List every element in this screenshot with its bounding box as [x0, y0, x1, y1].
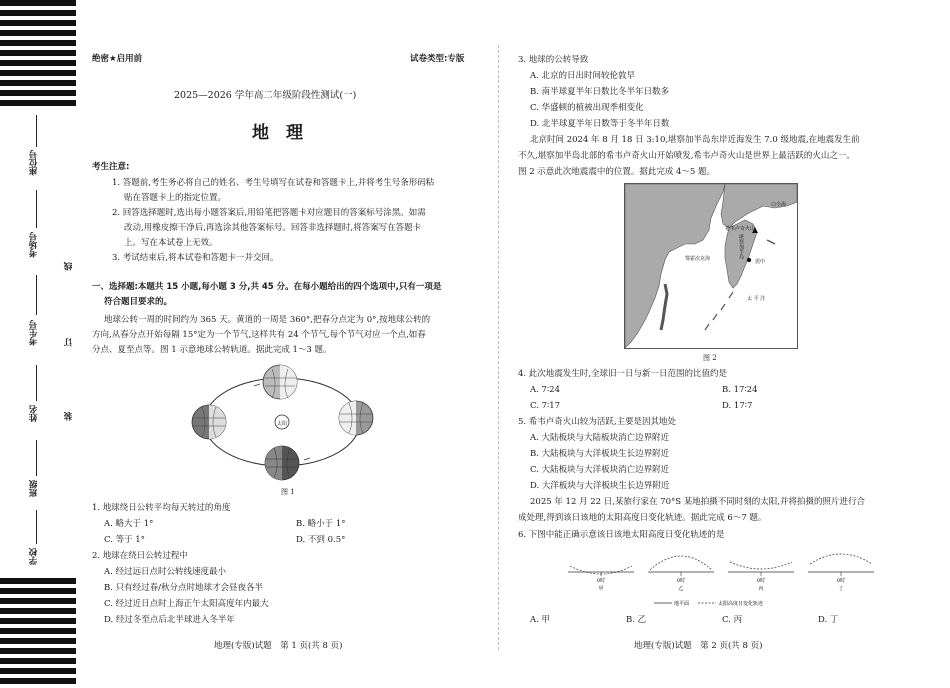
- panel-jia: [568, 566, 634, 592]
- option-b: B. 大陆板块与大洋板块生长边界附近: [530, 449, 670, 459]
- option-b: B. 略小于 1°: [296, 519, 346, 529]
- svg-text:丁: 丁: [838, 586, 844, 592]
- candidate-number-line: [36, 275, 37, 315]
- commander-islands: [767, 240, 775, 244]
- section1-heading: 一、选择题:本题共 15 小题,每小题 3 分,共 45 分。在每小题给出的四个选项中,只有一项是: [92, 282, 442, 292]
- question-stem: 5. 希韦卢奇火山较为活跃,主要是因其地处: [518, 417, 677, 427]
- land-mainland: [625, 184, 725, 348]
- option-c: C. 丙: [722, 615, 743, 625]
- passage-text: 成处理,得到该日该地的太阳高度日变化轨迹。据此完成 6～7 题。: [518, 513, 767, 523]
- name-line: [36, 365, 37, 401]
- option-a: A. 大陆板块与大陆板块消亡边界附近: [530, 433, 670, 443]
- passage-text: 北京时间 2024 年 8 月 18 日 3:10,堪察加半岛东岸近海发生 7.0 级地震,在地震发生前: [530, 135, 860, 145]
- svg-text:0时: 0时: [676, 578, 686, 584]
- footer-right: 地理(专版)试题 第 2 页(共 8 页): [634, 641, 763, 651]
- exam-room-label: 考场号: [29, 232, 39, 258]
- panel-yi: [648, 556, 714, 592]
- svg-text:甲: 甲: [598, 586, 604, 592]
- orbit-figure: [190, 360, 380, 485]
- volcano-label: 希韦卢奇火山: [725, 226, 756, 232]
- kuril-islands: [705, 292, 733, 330]
- notice-title: 考生注意:: [92, 162, 130, 172]
- option-a: A. 北京的日出时间较伦敦早: [530, 71, 636, 81]
- option-c: C. 7∶17: [530, 401, 561, 411]
- footer-left: 地理(专版)试题 第 1 页(共 8 页): [214, 641, 343, 651]
- svg-text:丙: 丙: [758, 586, 764, 592]
- option-b: B. 南半球夏半年日数比冬半年日数多: [530, 87, 670, 97]
- seat-number-line: [36, 115, 37, 147]
- subject-title: 地 理: [252, 123, 303, 143]
- option-b: B. 只有经过春/秋分点时地球才会昼夜各半: [104, 583, 264, 593]
- option-c: C. 经过近日点时上海正午太阳高度年内最大: [104, 599, 269, 609]
- fig2-caption: 图 2: [703, 354, 717, 362]
- svg-text:地平面: 地平面: [674, 601, 690, 607]
- fig1-caption: 图 1: [281, 488, 295, 496]
- question-stem: 3. 地球的公转导致: [518, 55, 589, 65]
- epicenter-label: 震中: [755, 259, 766, 265]
- question-stem: 6. 下图中能正确示意该日该地太阳高度日变化轨迹的是: [518, 530, 725, 540]
- binding-stripes-bottom: [0, 578, 76, 688]
- option-c: C. 华盛顿的植被出现季相变化: [530, 103, 644, 113]
- panel-bing: [728, 562, 794, 592]
- sun-path-panels: [560, 542, 880, 594]
- sun-label: 太阳: [276, 421, 288, 427]
- option-d: D. 不到 0.5°: [296, 535, 346, 545]
- peninsula-label: 堪察加半岛: [738, 234, 744, 259]
- class-label: 班级: [29, 480, 39, 497]
- paper-type-label: 试卷类型:专版: [410, 54, 465, 64]
- notice-item: 3. 考试结束后,将本试卷和答题卡一并交回。: [112, 253, 279, 263]
- option-d: D. 丁: [818, 615, 839, 625]
- earth-left: [192, 405, 226, 439]
- seat-number-label: 座位号: [29, 150, 39, 176]
- binding-stripes-top: [0, 0, 76, 110]
- seal-bind-mark: 订: [64, 338, 74, 347]
- seal-line-mark: 线: [64, 262, 74, 271]
- svg-text:0时: 0时: [756, 578, 766, 584]
- sea-okhotsk-label: 鄂霍次克海: [685, 256, 711, 262]
- seal-pack-mark: 装: [64, 412, 74, 421]
- intro-text: 方向,从春分点开始每隔 15°定为一个节气,这样共有 24 个节气,每个节气对应一个点,如春: [92, 330, 426, 340]
- earth-right: [339, 401, 373, 435]
- option-d: D. 大洋板块与大洋板块生长边界附近: [530, 481, 670, 491]
- option-d: D. 北半球夏半年日数等于冬半年日数: [530, 119, 670, 129]
- school-label: 学校: [29, 548, 39, 565]
- sakhalin: [661, 284, 667, 330]
- option-c: C. 等于 1°: [104, 535, 145, 545]
- earth-top: [263, 365, 297, 399]
- notice-item: 贴在答题卡上的指定位置。: [124, 193, 227, 203]
- passage-text: 2025 年 12 月 22 日,某旅行家在 70°S 某地拍摄不同时刻的太阳,并将拍摄的照片进行合: [530, 497, 865, 507]
- option-a: A. 略大于 1°: [104, 519, 154, 529]
- option-a: A. 甲: [530, 615, 551, 625]
- kamchatka-map: [624, 183, 798, 349]
- option-d: D. 经过冬至点后北半球进入冬半年: [104, 615, 235, 625]
- candidate-number-label: 考生号: [29, 320, 39, 346]
- option-a: A. 7∶24: [530, 385, 560, 395]
- question-stem: 4. 此次地震发生时,全球旧一日与新一日范围的比值约是: [518, 369, 728, 379]
- question-stem: 2. 地球在绕日公转过程中: [92, 551, 188, 561]
- option-b: B. 17∶24: [722, 385, 758, 395]
- class-line: [36, 440, 37, 476]
- epicenter-marker: [747, 258, 751, 262]
- notice-item: 1. 答题前,考生务必将自己的姓名、考生号填写在试卷和答题卡上,并将考生号条形码粘: [112, 178, 435, 188]
- secret-label: 绝密★启用前: [92, 54, 143, 64]
- option-a: A. 经过远日点时公转线速度最小: [104, 567, 227, 577]
- notice-item: 改动,用橡皮擦干净后,再选涂其他答案标号。回答非选择题时,将答案写在答题卡: [124, 223, 422, 233]
- svg-text:乙: 乙: [678, 586, 684, 592]
- page-divider: [498, 45, 499, 650]
- svg-text:太阳高度日变化轨迹: 太阳高度日变化轨迹: [718, 601, 764, 607]
- svg-text:0时: 0时: [596, 578, 606, 584]
- passage-text: 图 2 示意此次地震震中的位置。据此完成 4～5 题。: [518, 167, 716, 177]
- exam-room-line: [36, 190, 37, 228]
- question-stem: 1. 地球绕日公转平均每天转过的角度: [92, 503, 231, 513]
- earth-bottom: [265, 446, 299, 480]
- passage-text: 不久,堪察加半岛北部的希韦卢奇火山开始喷发,希韦卢奇火山是世界上最活跃的火山之一。: [518, 151, 855, 161]
- school-line: [36, 510, 37, 544]
- option-b: B. 乙: [626, 615, 647, 625]
- exam-title: 2025—2026 学年高二年级阶段性测试(一): [174, 90, 357, 101]
- panel-ding: [808, 554, 874, 592]
- intro-text: 地球公转一周的时间约为 365 天。黄道的一周是 360°,把春分点定为 0°,按地球公转的: [104, 315, 431, 325]
- option-d: D. 17∶7: [722, 401, 753, 411]
- section1-heading-cont: 符合题目要求的。: [104, 297, 173, 307]
- intro-text: 分点、夏至点等。图 1 示意地球公转轨道。据此完成 1～3 题。: [92, 345, 332, 355]
- notice-item: 上。写在本试卷上无效。: [124, 238, 218, 248]
- svg-text:0时: 0时: [836, 578, 846, 584]
- pacific-label: 太 平 洋: [747, 296, 766, 302]
- option-c: C. 大陆板块与大洋板块消亡边界附近: [530, 465, 670, 475]
- sea-white-label: 白令海: [771, 202, 787, 208]
- panel-legend: [652, 597, 782, 609]
- name-label: 姓名: [29, 405, 39, 422]
- notice-item: 2. 回答选择题时,选出每小题答案后,用铅笔把答题卡对应题目的答案标号涂黑。如需: [112, 208, 426, 218]
